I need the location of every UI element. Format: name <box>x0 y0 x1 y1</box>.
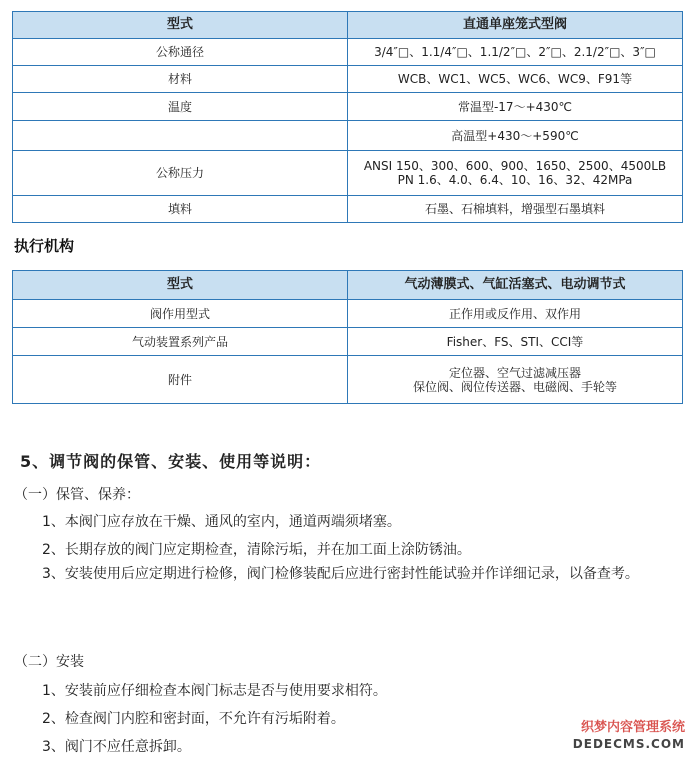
actuator-heading: 执行机构 <box>14 237 75 255</box>
table-row <box>13 151 683 196</box>
row-label: 材料 <box>13 66 348 93</box>
row-value-line: PN 1.6、4.0、6.4、10、16、32、42MPa <box>397 173 633 187</box>
row-value: 高温型+430～+590℃ <box>348 121 683 151</box>
list-item: 1、本阀门应存放在干燥、通风的室内，通道两端须堵塞。 <box>42 514 401 530</box>
row-label: 填料 <box>13 196 348 223</box>
section-title: 5、调节阀的保管、安装、使用等说明： <box>20 452 322 471</box>
table-row <box>13 328 683 356</box>
header-cell: 气动薄膜式、气缸活塞式、电动调节式 <box>348 271 683 300</box>
row-label: 公称压力 <box>13 151 348 196</box>
table-row <box>13 66 683 93</box>
table-row <box>13 93 683 121</box>
row-value: 常温型-17～+430℃ <box>348 93 683 121</box>
list-item: 2、检查阀门内腔和密封面，不允许有污垢附着。 <box>42 711 345 727</box>
row-value: 3/4″□、1.1/4″□、1.1/2″□、2″□、2.1/2″□、3″□ <box>348 39 683 66</box>
row-value <box>348 356 683 404</box>
row-label: 阀作用型式 <box>13 300 348 328</box>
row-value <box>348 151 683 196</box>
list-item: 3、阀门不应任意拆卸。 <box>42 739 191 755</box>
subsection-install: （二）安装 <box>14 654 84 670</box>
table-row <box>13 300 683 328</box>
row-value-line: 保位阀、阀位传送器、电磁阀、手轮等 <box>412 379 617 394</box>
table-header-row <box>13 271 683 300</box>
list-item: 1、安装前应仔细检查本阀门标志是否与使用要求相符。 <box>42 683 387 699</box>
row-value-line: ANSI 150、300、600、900、1650、2500、4500LB <box>363 159 667 173</box>
table-row <box>13 121 683 151</box>
row-value: 石墨、石棉填料，增强型石墨填料 <box>348 196 683 223</box>
header-cell: 型式 <box>13 271 348 300</box>
list-item: 3、安装使用后应定期进行检修，阀门检修装配后应进行密封性能试验并作详细记录，以备查考。 <box>42 566 639 582</box>
subsection-storage: （一）保管、保养： <box>14 487 140 503</box>
table-row <box>13 39 683 66</box>
table-header-row <box>13 12 683 39</box>
list-item: 2、长期存放的阀门应定期检查，清除污垢，并在加工面上涂防锈油。 <box>42 542 471 558</box>
row-value-line: 定位器、空气过滤减压器 <box>448 365 581 380</box>
header-cell: 型式 <box>13 12 348 39</box>
row-label: 温度 <box>13 93 348 121</box>
table-row <box>13 196 683 223</box>
row-label: 气动装置系列产品 <box>13 328 348 356</box>
row-label: 附件 <box>13 356 348 404</box>
valve-spec-table <box>12 11 683 223</box>
row-value: 正作用或反作用、双作用 <box>348 300 683 328</box>
watermark <box>573 720 685 752</box>
header-cell: 直通单座笼式型阀 <box>348 12 683 39</box>
table-row <box>13 356 683 404</box>
row-value: WCB、WC1、WC5、WC6、WC9、F91等 <box>348 66 683 93</box>
row-label <box>13 121 348 151</box>
row-label: 公称通径 <box>13 39 348 66</box>
watermark-line: DEDECMS.COM <box>572 737 685 751</box>
actuator-spec-table <box>12 270 683 404</box>
row-value: Fisher、FS、STI、CCI等 <box>348 328 683 356</box>
watermark-line: 织梦内容管理系统 <box>580 720 685 735</box>
